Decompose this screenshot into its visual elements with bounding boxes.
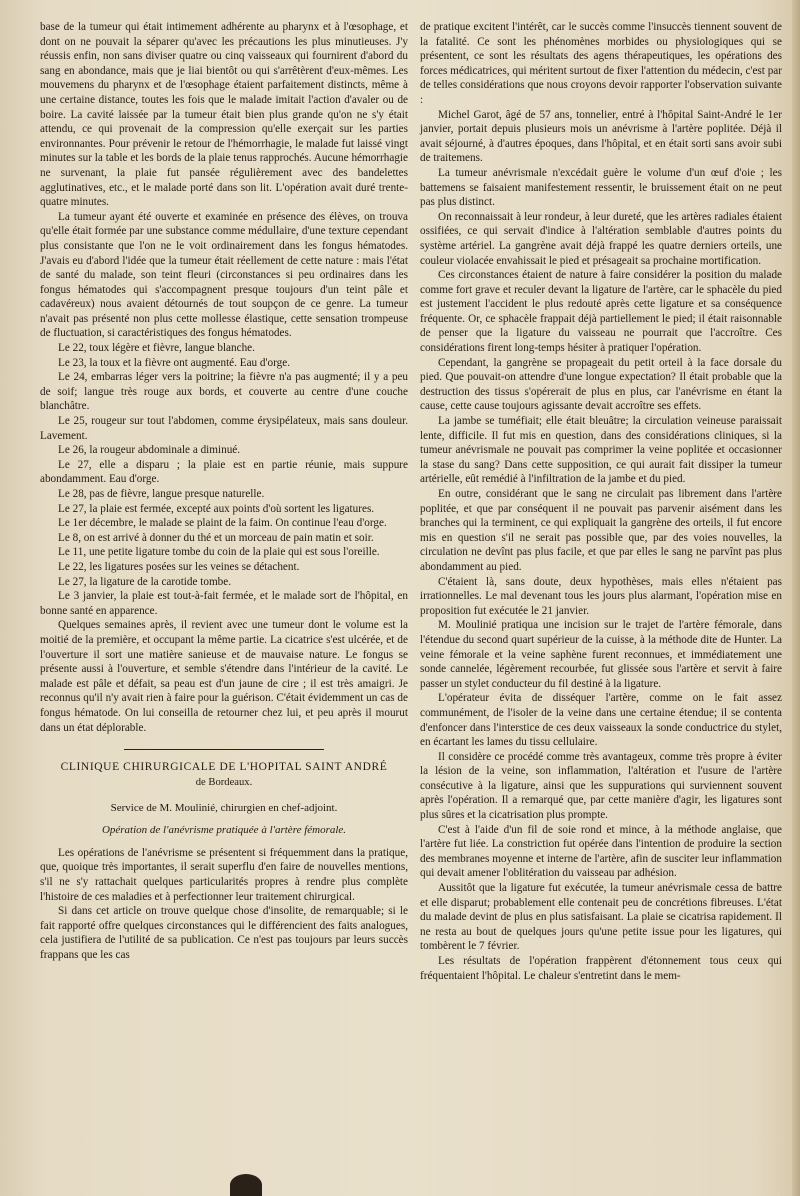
paragraph: M. Moulinié pratiqua une incision sur le trajet de l'artère fémorale, dans l'étendue du second quart supérieur de la cuisse, à la méthode dite de Hunter. La veine fémorale et la veine saphène furent reconnues, et immédiatement une sonde cannelée, légèrement recourbée, fut glissée sous l'artère et servit à faire passer un stylet conducteur du fil destiné à la ligature. — [420, 619, 782, 690]
section-divider — [124, 749, 324, 750]
paragraph: Le 11, une petite ligature tombe du coin de la plaie qui est sous l'oreille. — [58, 546, 380, 559]
paragraph: En outre, considérant que le sang ne circulait pas librement dans l'artère poplitée, et que par conséquent il ne pouvait pas parvenir aisément dans les branches qui la terminent, ce qui expliquait la gangrène des orteils, il fut encore mis en question s'il ne serait pas possible que, par des voies nouvelles, la circulation ne devînt pas plus facile, et que par elles le sang ne parvînt pas plus abondamment au pied. — [420, 488, 782, 573]
paragraph: Le 27, la ligature de la carotide tombe. — [58, 575, 232, 588]
article-title: Opération de l'anévrisme pratiquée à l'artère fémorale. — [101, 824, 347, 837]
paragraph: Le 26, la rougeur abdominale a diminué. — [58, 444, 241, 457]
paragraph: Le 22, toux légère et fièvre, langue blanche. — [58, 342, 255, 355]
section-heading: CLINIQUE CHIRURGICALE DE L'HOPITAL SAINT ANDRÉ — [60, 761, 388, 774]
paragraph: Il considère ce procédé comme très avantageux, comme très propre à éviter la lésion de la veine, son inflammation, l'altération et l'usure de l'artère consécutive à la ligature, ainsi que les suppurations qui surviennent souvent après l'opération. Il a remarqué que, par cette manière d'agir, les ligatures sont plus sûres et la cicatrisation plus prompte. — [420, 750, 782, 822]
paragraph: Le 3 janvier, la plaie est tout-à-fait fermée, et le malade sort de l'hôpital, en bonne santé en apparence. — [40, 590, 408, 617]
section-subheading: de Bordeaux. — [195, 777, 253, 789]
paragraph: C'étaient là, sans doute, deux hypothèses, mais elles n'étaient pas irrationnelles. Le mal devenant tous les jours plus alarmant, l'opération mise en proposition fut exécutée le 21 janvier. — [420, 575, 782, 617]
right-column — [420, 20, 782, 983]
paragraph: Les opérations de l'anévrisme se présentent si fréquemment dans la pratique, que, quoique très importantes, il serait superflu d'en faire de nouvelles mentions, s'il ne s'y rattachait quelques particularités propres à rendre plus complète l'histoire de ces maladies et à perfectionner leur traitement chirurgical. — [40, 846, 408, 903]
paragraph: C'est à l'aide d'un fil de soie rond et mince, à la méthode anglaise, que l'artère fut liée. La constriction fut opérée dans l'intention de produire la section des membranes moyenne et interne de l'artère, afin de susciter leur inflammation qui devait amener l'oblitération du vaisseau par adhésion. — [420, 823, 782, 880]
paragraph: de pratique excitent l'intérêt, car le succès comme l'insuccès tiennent souvent de la fatalité. Ce sont les phénomènes morbides ou physiologiques qui se présentent, ce sont les résultats des agens thérapeutiques, les opérations des forces médicatrices, qui méritent surtout de fixer l'attention du médecin, c'est par de telles considérations que nous croyons devoir rapporter l'observation suivante : — [420, 21, 782, 106]
paragraph: La tumeur ayant été ouverte et examinée en présence des élèves, on trouva qu'elle était formée par une substance comme médullaire, d'une texture cependant plus consistante que l'on ne le voit ordinairement dans les fongus hématodes. J'avais eu d'abord l'idée que la tumeur était réellement de cette nature : mais l'état de santé du malade, son teint fleuri (circonstances si peu ordinaires dans les fongus hématodes qui s'accompagnent presque toujours d'un teint pâle et cadavéreux) nous avaient détournés de tout soupçon de ce genre. La tumeur n'avait pas présenté non plus cette mollesse élastique, cette sensation trompeuse de fluctuation, si caractéristiques des fongus hématodes. — [40, 210, 408, 340]
paragraph: Le 27, elle a disparu ; la plaie est en partie réunie, mais suppure abondamment. Eau d'orge. — [40, 458, 408, 486]
page-edge — [792, 0, 800, 1196]
ink-blot — [230, 1174, 262, 1196]
paragraph: La tumeur anévrismale n'excédait guère le volume d'un œuf d'oie ; les battemens se faisaient manifestement ressentir, le bruissement était on ne peut pas plus distinct. — [420, 166, 782, 209]
paragraph: Les résultats de l'opération frappèrent d'étonnement tous ceux qui fréquentaient l'hôpital. Le chaleur s'entretint dans le mem- — [420, 955, 782, 982]
paragraph: Le 1er décembre, le malade se plaint de la faim. On continue l'eau d'orge. — [58, 517, 387, 530]
left-column — [40, 20, 408, 963]
paragraph: Ces circonstances étaient de nature à faire considérer la position du malade comme fort grave et reculer devant la ligature de l'artère, car le sphacèle du pied est justement l'accident le plus redouté après cette ligature et sa conséquence fréquente. Or, ce sphacèle frappait déjà partiellement le pied; il était raisonnable de penser que la ligature du vaisseau ne pourrait que l'accroître. Ces considérations firent long-temps hésiter à pratiquer l'opération. — [420, 269, 782, 355]
paragraph: Quelques semaines après, il revient avec une tumeur dont le volume est la moitié de la première, et occupant la même partie. La cicatrice s'est ulcérée, et de l'ouverture il sort une matière sanieuse et de mauvaise nature. Le fongus se présente aussi à l'ouverture, et semble s'étendre dans l'intérieur de la cavité. Le malade est pâle et défait, sa peau est d'un jaune de cire ; il est très amaigri. Je reconnus qu'il n'y avait rien à faire pour la guérison. C'était évidemment un cas de fongus hématode. On lui conseilla de retourner chez lui, et peu après il mourut dans un état déplorable. — [40, 619, 408, 734]
paragraph: Le 22, les ligatures posées sur les veines se détachent. — [58, 560, 300, 573]
paragraph: La jambe se tuméfiait; elle était bleuâtre; la circulation veineuse paraissait lente, difficile. Il fut mis en question, dans des considérations cliniques, si la tumeur anévrismale ne pouvait pas comprimer la veine poplitée et occasionner la stase du sang? Dans cette supposition, ce qui aurait fait dissiper la tumeur artérielle, eût remédié à l'infiltration de la jambe et du pied. — [420, 415, 782, 486]
paragraph: Le 25, rougeur sur tout l'abdomen, comme érysipélateux, mais sans douleur. Lavement. — [40, 415, 408, 442]
service-line: Service de M. Moulinié, chirurgien en chef-adjoint. — [110, 801, 338, 814]
paragraph: base de la tumeur qui était intimement adhérente au pharynx et à l'œsophage, et dont on ne pouvait la séparer qu'avec les précautions les plus minutieuses. J'y réussis enfin, non sans diviser quatre ou cinq vaisseaux qui fournirent d'abord du sang en abondance, mais que je liai bientôt ou qui s'arrêtèrent d'eux-mêmes. Les mouvemens du pharynx et de l'œsophage étaient parfaitement distincts, même à une certaine distance, toutes les fois que le malade imitait l'action d'avaler ou de boire. La cavité laissée par la tumeur était bien plus grande qu'on ne s'y était attendu, ce qui provenait de la compression qu'elle exerçait sur les parties environnantes. Pour prévenir le retour de l'hémorrhagie, le malade fut laissé vingt minutes sur la table et les bords de la plaie tenus rapprochés. Aucune hémorrhagie ne survenant, la plaie fut pansée régulièrement avec des bandelettes agglutinatives, etc., et le malade porté dans son lit. L'opération avait duré trente-quatre minutes. — [40, 21, 408, 209]
paragraph: Le 23, la toux et la fièvre ont augmenté. Eau d'orge. — [58, 356, 291, 369]
paragraph: Le 28, pas de fièvre, langue presque naturelle. — [58, 488, 265, 500]
paragraph: Aussitôt que la ligature fut exécutée, la tumeur anévrismale cessa de battre et elle disparut; probablement elle contenait peu de concrétions fibreuses. L'état du malade devint de plus en plus satisfaisant. La plaie se cicatrisa rapidement. Il ne resta au bout de quelques jours qu'une petite issue pour les ligatures, qui tombèrent le 7 février. — [420, 882, 782, 953]
paragraph: On reconnaissait à leur rondeur, à leur dureté, que les artères radiales étaient ossifiées, ce qui servait d'indice à l'altération semblable d'autres points du système artériel. La gangrène avait déjà frappé les quatre derniers orteils, une couleur violacée envahissait le pied et présageait sa prochaine mortification. — [420, 210, 782, 267]
paragraph: Le 8, on est arrivé à donner du thé et un morceau de pain matin et soir. — [58, 531, 374, 544]
paragraph: Le 27, la plaie est fermée, excepté aux points d'où sortent les ligatures. — [58, 502, 375, 515]
paragraph: Si dans cet article on trouve quelque chose d'insolite, de remarquable; si le fait rapporté offre quelques circonstances qui le différencient des faits analogues, cela justifiera de l'utilité de sa publication. Ce n'est pas toujours par leurs succès frappans que les cas — [40, 905, 408, 962]
paragraph: Cependant, la gangrène se propageait du petit orteil à la face dorsale du pied. Que pouvait-on attendre d'une longue expectation? Il était probable que la destruction des tissus s'opérerait de plus en plus, car l'anévrisme en étant la cause, cette cause toujours agissante devait accroître ses effets. — [420, 356, 782, 413]
paragraph: Le 24, embarras léger vers la poitrine; la fièvre n'a pas augmenté; il y a peu de soif; langue très rouge aux bords, et couverte au centre d'une couche blanchâtre. — [40, 371, 408, 413]
paragraph: Michel Garot, âgé de 57 ans, tonnelier, entré à l'hôpital Saint-André le 1er janvier, portait depuis plusieurs mois un anévrisme à l'artère poplitée. Déjà il avait séjourné, à d'autres époques, dans l'hôpital, et en était sorti sans avoir subi de traitemens. — [420, 108, 782, 165]
paragraph: L'opérateur évita de disséquer l'artère, comme on le fait assez communément, de l'isoler de la veine dans une certaine étendue; il se contenta d'enfoncer dans l'interstice de ces deux vaisseaux la sonde conductrice du stylet, en écartant les lames du tissu cellulaire. — [420, 692, 782, 749]
